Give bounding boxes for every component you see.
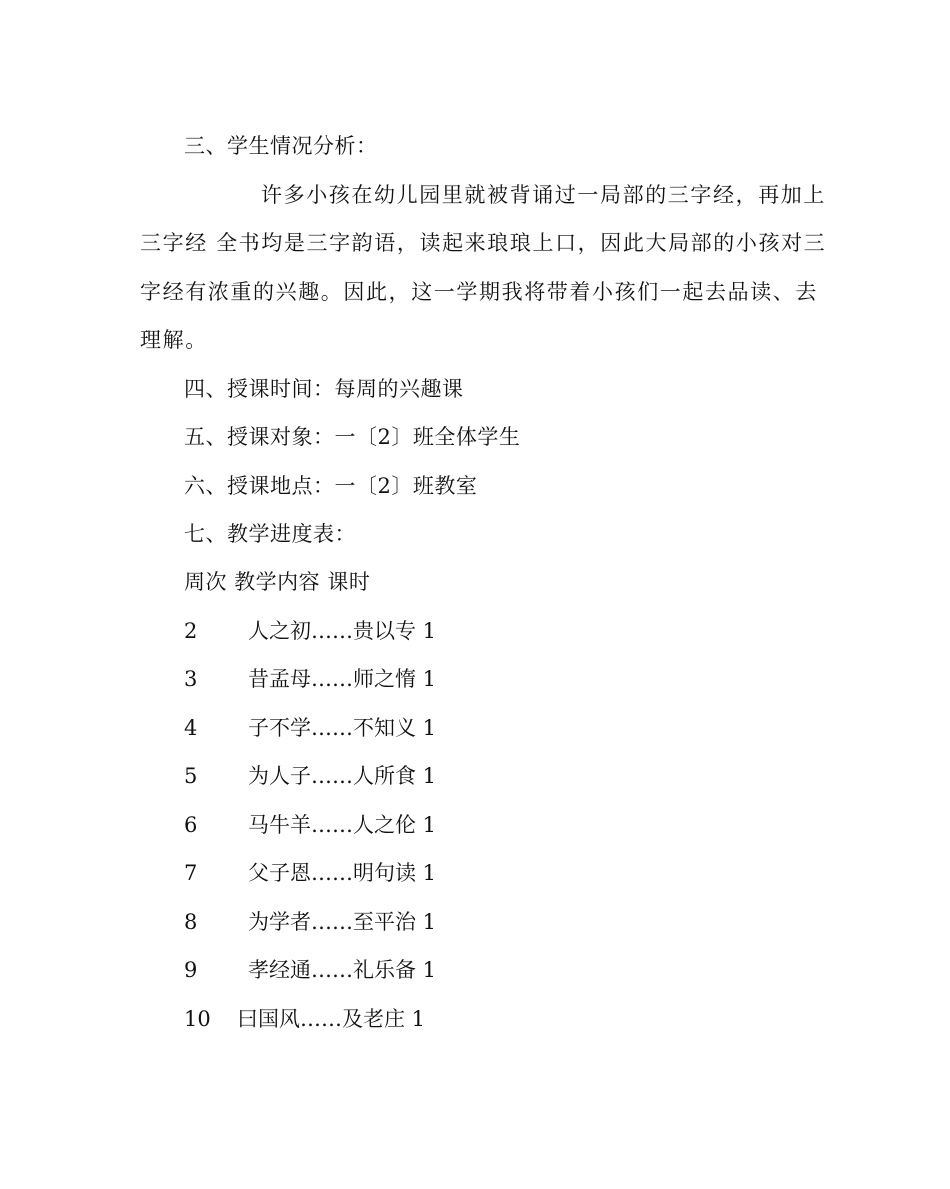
row-content: 曰国风……及老庄 1 (237, 1007, 426, 1031)
section-schedule-heading: 七、教学进度表： (184, 522, 356, 546)
row-week: 8 (184, 910, 198, 934)
paragraph-line-3: 字经有浓重的兴趣。因此，这一学期我将带着小孩们一起去品读、去 (140, 280, 818, 304)
section-heading-student-analysis: 三、学生情况分析： (184, 134, 378, 158)
row-content: 昔孟母……师之惰 1 (248, 667, 437, 691)
paragraph-line-2: 三字经 全书均是三字韵语，读起来琅琅上口，因此大局部的小孩对三 (140, 231, 827, 255)
section-teaching-location: 六、授课地点：一〔2〕班教室 (184, 474, 478, 498)
paragraph-line-4: 理解。 (140, 328, 208, 352)
row-week: 3 (184, 667, 198, 691)
row-content: 为人子……人所食 1 (248, 764, 437, 788)
row-week: 4 (184, 716, 198, 740)
section-teaching-target: 五、授课对象：一〔2〕班全体学生 (184, 425, 521, 449)
section-teaching-time: 四、授课时间：每周的兴趣课 (184, 377, 464, 401)
row-week: 7 (184, 861, 198, 885)
row-content: 父子恩……明句读 1 (248, 861, 437, 885)
row-week: 9 (184, 958, 198, 982)
row-week: 2 (184, 619, 198, 643)
schedule-table-header: 周次 教学内容 课时 (184, 570, 371, 594)
row-content: 人之初……贵以专 1 (248, 619, 437, 643)
row-content: 为学者……至平治 1 (248, 910, 437, 934)
row-week: 5 (184, 764, 198, 788)
row-content: 马牛羊……人之伦 1 (248, 813, 437, 837)
row-content: 子不学……不知义 1 (248, 716, 437, 740)
paragraph-line-1: 许多小孩在幼儿园里就被背诵过一局部的三字经，再加上 (261, 183, 826, 207)
row-content: 孝经通……礼乐备 1 (248, 958, 437, 982)
row-week: 10 (184, 1007, 211, 1031)
row-week: 6 (184, 813, 198, 837)
